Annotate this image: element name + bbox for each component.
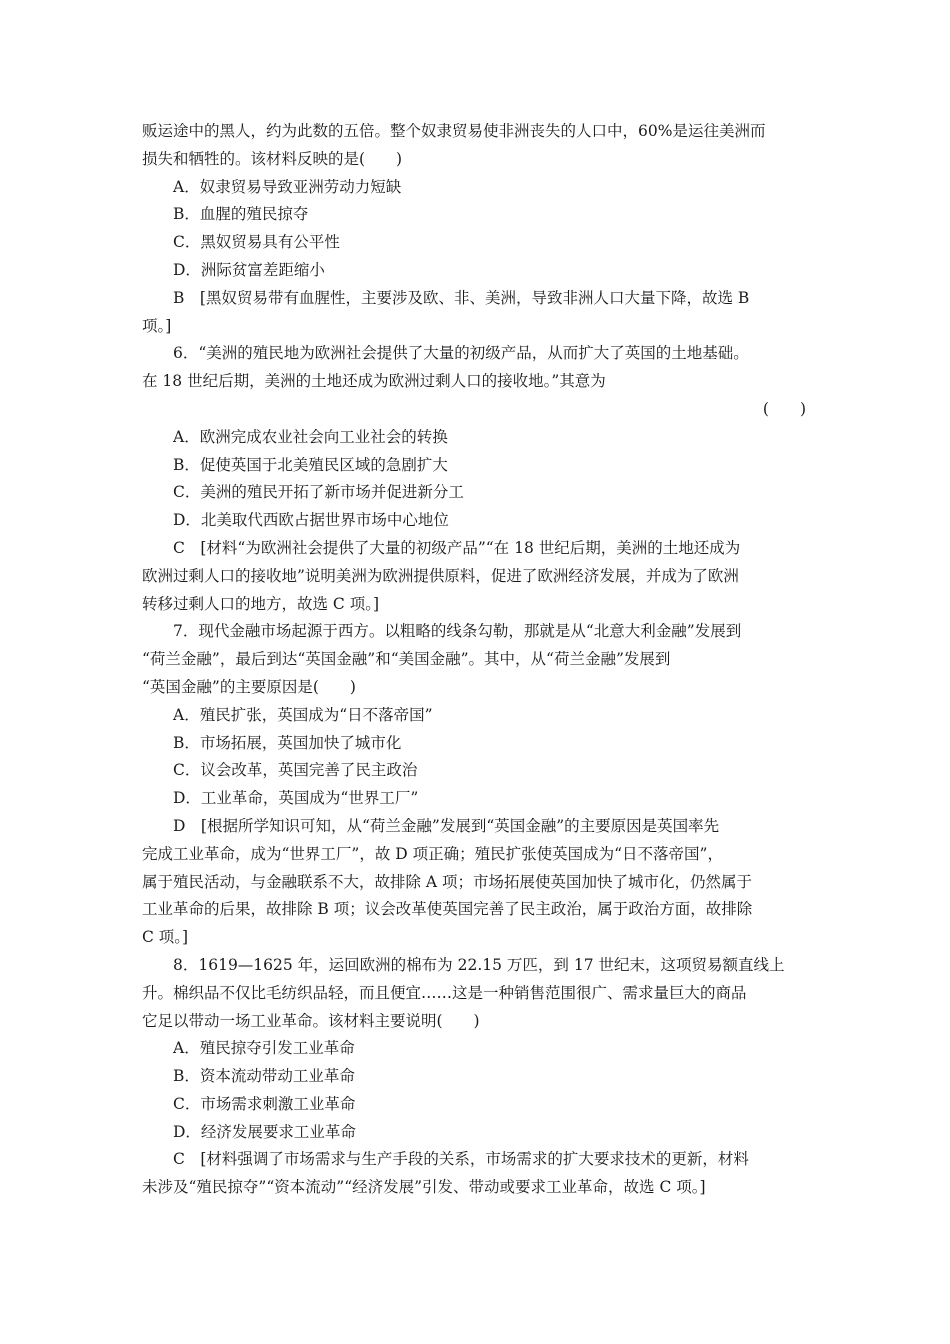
text-line: A．欧洲完成农业社会向工业社会的转换	[173, 427, 448, 446]
text-line: ( )	[762, 399, 806, 418]
text-line: 欧洲过剩人口的接收地”说明美洲为欧洲提供原料，促进了欧洲经济发展，并成为了欧洲	[142, 566, 739, 585]
text-line: D．经济发展要求工业革命	[173, 1122, 356, 1141]
text-line: C 项。]	[142, 928, 189, 947]
text-line: “荷兰金融”，最后到达“英国金融”和“美国金融”。其中，从“荷兰金融”发展到	[142, 650, 671, 669]
text-line: D．工业革命，英国成为“世界工厂”	[173, 789, 419, 808]
document-body	[142, 118, 810, 1202]
text-line: “英国金融”的主要原因是( )	[142, 677, 356, 696]
text-line: C．美洲的殖民开拓了新市场并促进新分工	[173, 483, 464, 502]
text-line: 8．1619—1625 年，运回欧洲的棉布为 22.15 万匹，到 17 世纪末，这项贸易额直线上	[173, 955, 785, 974]
text-line: B [黑奴贸易带有血腥性，主要涉及欧、非、美洲，导致非洲人口大量下降，故选 B	[173, 288, 750, 307]
text-line: 在 18 世纪后期，美洲的土地还成为欧洲过剩人口的接收地。”其意为	[142, 372, 606, 391]
text-line: B．市场拓展，英国加快了城市化	[173, 733, 402, 752]
text-line: C [材料强调了市场需求与生产手段的关系，市场需求的扩大要求技术的更新，材料	[173, 1150, 749, 1169]
text-line: 转移过剩人口的地方，故选 C 项。]	[142, 594, 380, 613]
text-line: D [根据所学知识可知，从“荷兰金融”发展到“英国金融”的主要原因是英国率先	[173, 816, 720, 835]
text-line: C．黑奴贸易具有公平性	[173, 233, 340, 252]
text-line: C [材料“为欧洲社会提供了大量的初级产品”“在 18 世纪后期，美洲的土地还成为	[173, 538, 741, 557]
text-line: 属于殖民活动，与金融联系不大，故排除 A 项；市场拓展使英国加快了城市化，仍然属于	[142, 872, 753, 891]
text-line: B．资本流动带动工业革命	[173, 1067, 355, 1086]
text-line: A．殖民掠夺引发工业革命	[173, 1039, 355, 1058]
text-line: A．奴隶贸易导致亚洲劳动力短缺	[173, 177, 402, 196]
text-line: A．殖民扩张，英国成为“日不落帝国”	[173, 705, 433, 724]
text-line: 7．现代金融市场起源于西方。以粗略的线条勾勒，那就是从“北意大利金融”发展到	[173, 622, 742, 641]
text-line: 工业革命的后果，故排除 B 项；议会改革使英国完善了民主政治，属于政治方面，故排除	[142, 900, 753, 919]
text-line: 6．“美洲的殖民地为欧洲社会提供了大量的初级产品，从而扩大了英国的土地基础。	[173, 344, 749, 363]
text-line: 完成工业革命，成为“世界工厂”，故 D 项正确；殖民扩张使英国成为“日不落帝国”，	[142, 844, 723, 863]
text-line: 未涉及“殖民掠夺”“资本流动”“经济发展”引发、带动或要求工业革命，故选 C 项。]	[142, 1178, 706, 1197]
text-line: 损失和牺牲的。该材料反映的是( )	[142, 149, 403, 168]
text-line: C．市场需求刺激工业革命	[173, 1094, 356, 1113]
text-line: C．议会改革，英国完善了民主政治	[173, 761, 418, 780]
text-line: 它足以带动一场工业革命。该材料主要说明( )	[142, 1011, 480, 1030]
text-line: 项。]	[142, 316, 172, 335]
text-line: 贩运途中的黑人，约为此数的五倍。整个奴隶贸易使非洲丧失的人口中，60%是运往美洲而	[142, 122, 766, 140]
text-line: D．北美取代西欧占据世界市场中心地位	[173, 511, 449, 530]
text-line: B．血腥的殖民掠夺	[173, 205, 309, 224]
text-line: B．促使英国于北美殖民区域的急剧扩大	[173, 455, 448, 474]
text-line: 升。棉织品不仅比毛纺织品轻，而且便宜……这是一种销售范围很广、需求量巨大的商品	[142, 983, 747, 1002]
text-line: D．洲际贫富差距缩小	[173, 260, 325, 279]
